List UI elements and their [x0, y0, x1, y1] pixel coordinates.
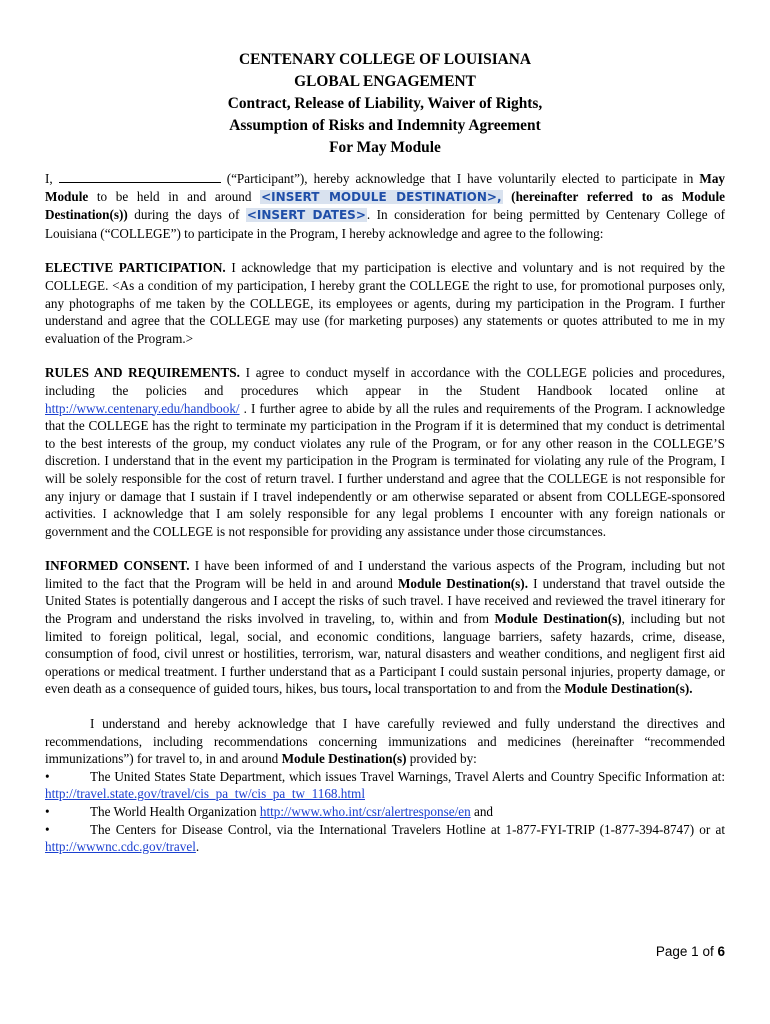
- bullet-icon: •: [45, 804, 50, 819]
- title-line-2: Assumption of Risks and Indemnity Agreement: [229, 117, 541, 134]
- document-header: [40, 49, 730, 159]
- college-name: CENTENARY COLLEGE OF LOUISIANA: [238, 51, 532, 68]
- rules-heading: RULES AND REQUIREMENTS.: [45, 365, 240, 381]
- list-item: • The Centers for Disease Control, via the International Travelers Hotline at 1-877-FYI-TRIP (1-877-394-8747) or at http://wwwnc.cdc.gov/travel.: [45, 821, 725, 855]
- document-body: [45, 170, 725, 856]
- bullet-icon: •: [45, 821, 50, 837]
- elective-heading: ELECTIVE PARTICIPATION.: [45, 260, 226, 276]
- department-name: GLOBAL ENGAGEMENT: [294, 73, 476, 90]
- bullet-icon: •: [45, 768, 50, 784]
- understand-paragraph: I understand and hereby acknowledge that I have carefully reviewed and fully understand the directives and recommendations, including recommendations concerning immunizations and medicines (hereinafter “recommended immunizations”) for travel to, in and around Module Destination(s) provided by:: [45, 716, 725, 767]
- participant-name-blank[interactable]: [59, 171, 221, 183]
- rules-paragraph: RULES AND REQUIREMENTS. I agree to conduct myself in accordance with the COLLEGE policies and procedures, including the policies and procedures which appear in the Student Handbook located online at http://www.centenary.edu/handbook/ . I further agree to abide by all the rules and requirements of the Program. I acknowledge that the COLLEGE has the right to terminate my participation in the Program if it is determined that my conduct is detrimental to the best interests of the group, my conduct violates any rule of the Program, or for any other reason in the COLLEGE’S discretion. I understand that in the event my participation in the Program is terminated for violating any rule of the Program, I will be solely responsible for the cost of return travel. I further understand and agree that the COLLEGE is not responsible for any injury or damage that I sustain if I travel independently or am otherwise separated or absent from COLLEGE-sponsored activities. I acknowledge that I am solely responsible for any legal problems I encounter with any foreign nationals or government and the COLLEGE is not responsible for providing any assistance under those circumstances.: [45, 365, 726, 539]
- module-destination-placeholder[interactable]: <INSERT MODULE DESTINATION>,: [261, 189, 502, 204]
- handbook-link[interactable]: http://www.centenary.edu/handbook/: [45, 400, 240, 416]
- dates-placeholder[interactable]: <INSERT DATES>: [246, 208, 366, 223]
- page-number: Page 1 of 6: [655, 944, 725, 959]
- list-item: • The World Health Organization http://www.who.int/csr/alertresponse/en and: [45, 804, 494, 819]
- informed-consent-paragraph: INFORMED CONSENT. I have been informed of and I understand the various aspects of the Program, including but not limited to the fact that the Program will be held in and around Module Destination(s). I understand that travel outside the United States is potentially dangerous and I accept the risks of such travel. I have received and reviewed the travel itinerary for the Program and understand the risks involved in traveling, to, within and from Module Destination(s), including but not limited to foreign political, legal, social, and economic conditions, language barriers, safety hazards, crime, disease, consumption of food, civil unrest or hostilities, terrorism, war, natural disasters and weather conditions, and negligent first aid operations or medical treatment. I further understand that as a Participant I could sustain personal injuries, property damage, or even death as a consequence of guided tours, hikes, bus tours, local transportation to and from the Module Destination(s).: [45, 558, 725, 697]
- who-link[interactable]: http://www.who.int/csr/alertresponse/en: [259, 804, 471, 819]
- elective-participation-paragraph: ELECTIVE PARTICIPATION. I acknowledge that my participation is elective and voluntary and is not required by the COLLEGE. <As a condition of my participation, I hereby grant the COLLEGE the right to use, for promotional purposes only, any photographs of me taken by the COLLEGE, its employees or agents, during my participation in the Program. I further understand and agree that the COLLEGE may use (for marketing purposes) any statements or quotes attributed to me in my evaluation of the Program.>: [45, 260, 726, 346]
- intro-paragraph: I, (“Participant”), hereby acknowledge that I have voluntarily elected to participate in May Module to be held in and around <INSERT MODULE DESTINATION>, (hereinafter referred to as Module Destination(s)) during the days of <INSERT DATES>. In consideration for being permitted by Centenary College of Louisiana (“COLLEGE”) to participate in the Program, I hereby acknowledge and agree to the following:: [45, 171, 726, 241]
- informed-heading: INFORMED CONSENT.: [45, 558, 190, 574]
- list-item: • The United States State Department, which issues Travel Warnings, Travel Alerts and Country Specific Information at: http://travel.state.gov/travel/cis_pa_tw/cis_pa_tw_1168.html: [45, 768, 725, 802]
- cdc-link[interactable]: http://wwwnc.cdc.gov/travel: [45, 839, 196, 855]
- title-line-1: Contract, Release of Liability, Waiver of Rights,: [227, 95, 543, 112]
- state-department-link[interactable]: http://travel.state.gov/travel/cis_pa_tw/cis_pa_tw_1168.html: [45, 786, 365, 802]
- title-line-3: For May Module: [329, 139, 441, 156]
